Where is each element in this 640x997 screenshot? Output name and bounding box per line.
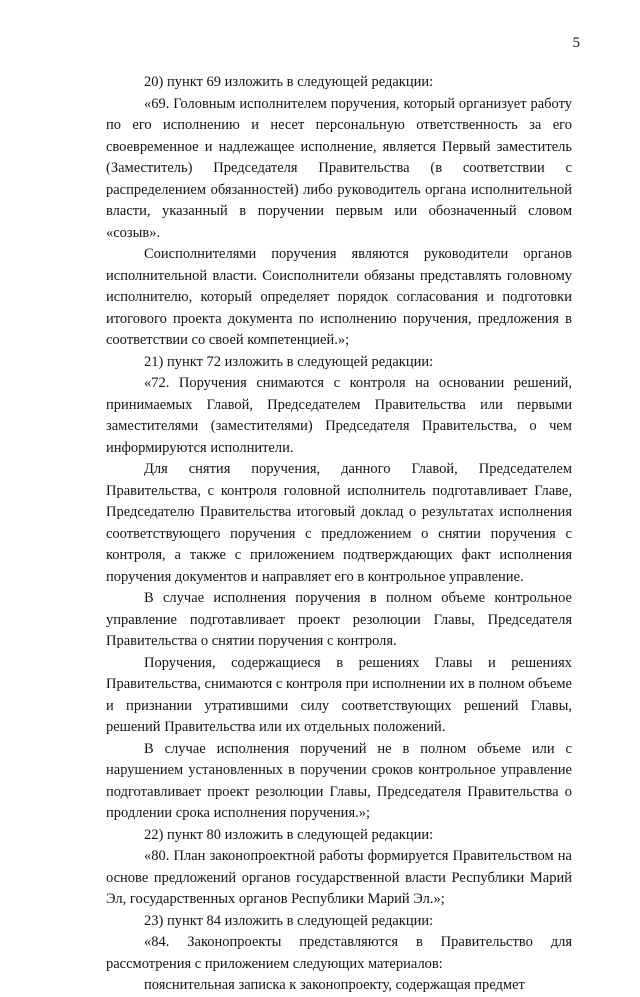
paragraph-item-20-intro: 20) пункт 69 изложить в следующей редакции: [144, 74, 434, 90]
paragraph-clause-69: «69. Головным исполнителем поручения, который организует работу по его исполнению и несет персональную ответственность за его своевременное и надлежащее исполнение, является Первый заместитель (Заместитель) Председателя Правительства (в соответствии с распределением обязанностей) либо руководитель органа исполнительной власти, указанный в поручении первым или обозначенный словом «созыв». [106, 95, 572, 241]
paragraph-full-execution: В случае исполнения поручения в полном объеме контрольное управление подготавливает проект резолюции Главы, Председателя Правительства о снятии поручения с контроля. [106, 590, 572, 649]
paragraph-item-22-intro: 22) пункт 80 изложить в следующей редакции: [144, 826, 434, 843]
paragraph-explanatory-note: пояснительная записка к законопроекту, содержащая предмет [144, 977, 525, 993]
paragraph-co-executors: Соисполнителями поручения являются руководители органов исполнительной власти. Соисполнители обязаны представлять головному исполнителю, который определяет порядок согласования и подготовки итогового проекта документа по исполнению поручения, предложения в соответствии со своей компетенцией.»; [106, 246, 572, 348]
paragraph-partial-execution: В случае исполнения поручений не в полном объеме или с нарушением установленных в поручении сроков контрольное управление подготавливает проект резолюции Главы, Председателя Правительства о продлении срока исполнения поручения.»; [106, 740, 572, 821]
paragraph-removal-procedure: Для снятия поручения, данного Главой, Председателем Правительства, с контроля головной исполнитель подготавливает Главе, Председателю Правительства итоговый доклад о результатах исполнения соответствующего поручения с предложением о снятии поручения с контроля, а также с приложением подтверждающих факт исполнения поручения документов и направляет его в контрольное управление. [106, 461, 572, 585]
page-number: 5 [572, 35, 580, 51]
paragraph-clause-72: «72. Поручения снимаются с контроля на основании решений, принимаемых Главой, Председателем Правительства или первыми заместителями (заместителями) Председателя Правительства, о чем информируются исполнители. [106, 375, 572, 456]
paragraph-clause-84: «84. Законопроекты представляются в Правительство для рассмотрения с приложением следующих материалов: [106, 934, 572, 972]
paragraph-decisions-removal: Поручения, содержащиеся в решениях Главы и решениях Правительства, снимаются с контроля при исполнении их в полном объеме и признании утратившими силу соответствующих решений Главы, решений Правительства или их отдельных положений. [106, 654, 572, 735]
paragraph-item-23-intro: 23) пункт 84 изложить в следующей редакции: [144, 912, 434, 929]
paragraph-item-21-intro: 21) пункт 72 изложить в следующей редакции: [144, 353, 434, 370]
document-body [106, 72, 572, 997]
paragraph-clause-80: «80. План законопроектной работы формируется Правительством на основе предложений органов государственной власти Республики Марий Эл, государственных органов Республики Марий Эл.»; [106, 848, 572, 907]
